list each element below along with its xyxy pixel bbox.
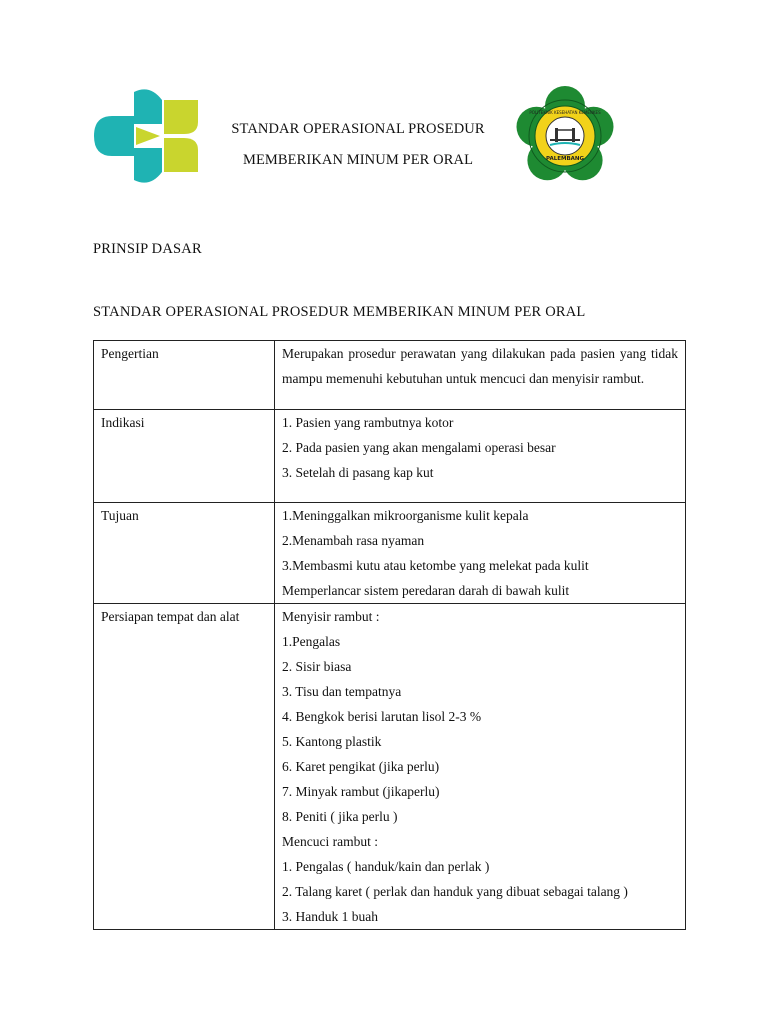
seal-text-bottom: PALEMBANG — [545, 156, 585, 162]
seal-text-top: POLITEKNIK KESEHATAN KEMENKES — [529, 110, 601, 115]
list-item: 6. Karet pengikat (jika perlu) — [282, 759, 440, 774]
list-item: 2. Sisir biasa — [282, 659, 352, 674]
prinsip-dasar-heading: PRINSIP DASAR — [93, 241, 202, 257]
list-item: 8. Peniti ( jika perlu ) — [282, 809, 398, 824]
document-title-line-1: STANDAR OPERASIONAL PROSEDUR — [231, 121, 485, 137]
table-row-persiapan — [94, 604, 686, 930]
row-content — [275, 341, 686, 410]
list-item: 2. Pada pasien yang akan mengalami operasi besar — [282, 440, 556, 455]
list-item: 1.Pengalas — [282, 634, 341, 649]
list-item: 4. Bengkok berisi larutan lisol 2-3 % — [282, 709, 482, 724]
row-content — [275, 503, 686, 604]
row-label: Pengertian — [94, 341, 275, 410]
list-item: Memperlancar sistem peredaran darah di bawah kulit — [282, 583, 570, 598]
list-item: 2.Menambah rasa nyaman — [282, 533, 425, 548]
list-item: 3. Setelah di pasang kap kut — [282, 465, 434, 480]
list-item: Menyisir rambut : — [282, 609, 380, 624]
row-content — [275, 604, 686, 930]
row-content — [275, 410, 686, 503]
table-row-indikasi — [94, 410, 686, 503]
list-item: 2. Talang karet ( perlak dan handuk yang dibuat sebagai talang ) — [282, 884, 628, 899]
table-row-tujuan — [94, 503, 686, 604]
list-item: 3. Tisu dan tempatnya — [282, 684, 402, 699]
sop-heading: STANDAR OPERASIONAL PROSEDUR MEMBERIKAN MINUM PER ORAL — [93, 304, 586, 320]
list-item: 1. Pasien yang rambutnya kotor — [282, 415, 454, 430]
pengertian-text: Merupakan prosedur perawatan yang dilakukan pada pasien yang tidak mampu memenuhi kebutuhan untuk mencuci dan menyisir rambut. — [282, 346, 678, 386]
list-item: 3. Handuk 1 buah — [282, 909, 378, 924]
sop-table — [93, 340, 686, 930]
list-item: 7. Minyak rambut (jikaperlu) — [282, 784, 440, 799]
poltekkes-seal-logo — [514, 86, 616, 186]
list-item: 3.Membasmi kutu atau ketombe yang melekat pada kulit — [282, 558, 589, 573]
list-item: Mencuci rambut : — [282, 834, 378, 849]
row-label: Persiapan tempat dan alat — [94, 604, 275, 930]
list-item: 1. Pengalas ( handuk/kain dan perlak ) — [282, 859, 490, 874]
kemenkes-logo — [90, 86, 200, 186]
row-label: Indikasi — [94, 410, 275, 503]
document-title-line-2: MEMBERIKAN MINUM PER ORAL — [242, 152, 474, 168]
row-label: Tujuan — [94, 503, 275, 604]
table-row-pengertian — [94, 341, 686, 410]
list-item: 5. Kantong plastik — [282, 734, 382, 749]
list-item: 1.Meninggalkan mikroorganisme kulit kepala — [282, 508, 529, 523]
